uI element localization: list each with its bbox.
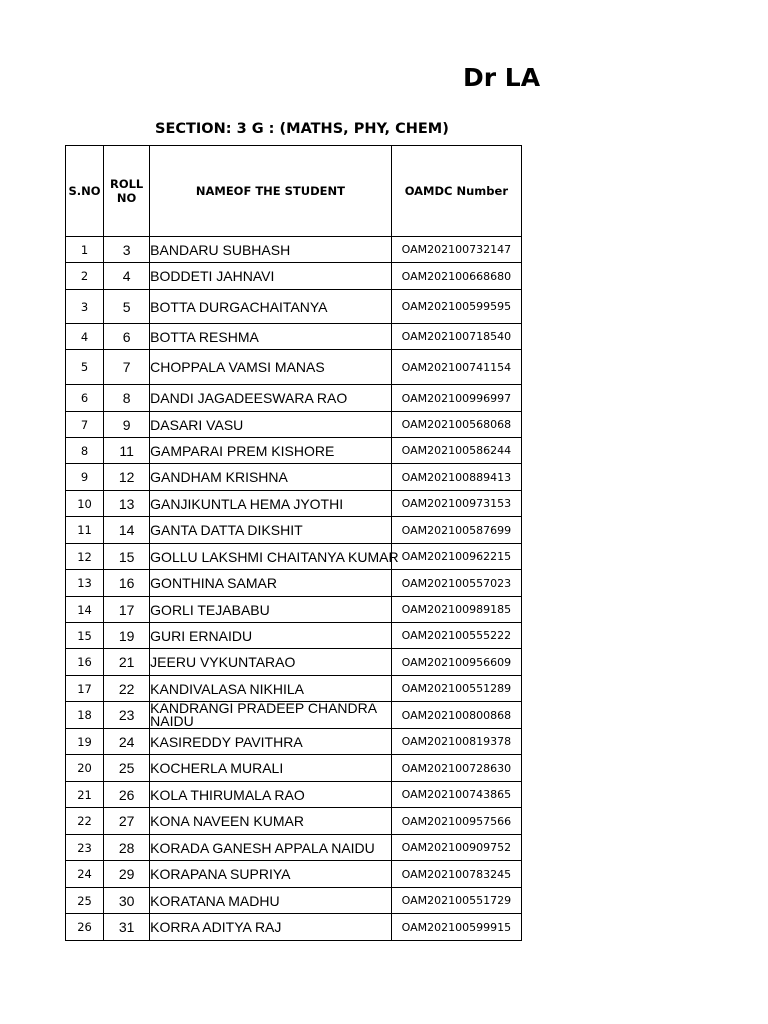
- cell-student-name: KANDIVALASA NIKHILA: [150, 676, 392, 702]
- cell-student-name: BODDETI JAHNAVI: [150, 263, 392, 290]
- cell-roll: 11: [104, 438, 150, 464]
- table-row: [66, 517, 522, 544]
- cell-student-name: KOLA THIRUMALA RAO: [150, 782, 392, 808]
- cell-roll: 25: [104, 755, 150, 782]
- cell-student-name: KORAPANA SUPRIYA: [150, 861, 392, 888]
- cell-oamdc-number: OAM202100909752: [391, 835, 521, 861]
- cell-roll: 22: [104, 676, 150, 702]
- cell-student-name: GANJIKUNTLA HEMA JYOTHI: [150, 491, 392, 517]
- cell-roll: 3: [104, 237, 150, 263]
- cell-oamdc-number: OAM202100732147: [391, 237, 521, 263]
- cell-student-name: GOLLU LAKSHMI CHAITANYA KUMAR: [150, 544, 392, 570]
- cell-roll: 9: [104, 412, 150, 438]
- cell-sno: 6: [66, 385, 104, 412]
- column-header-sno: S.NO: [66, 146, 104, 237]
- cell-oamdc-number: OAM202100586244: [391, 438, 521, 464]
- cell-sno: 16: [66, 649, 104, 676]
- cell-oamdc-number: OAM202100718540: [391, 324, 521, 350]
- table-row: [66, 676, 522, 702]
- cell-oamdc-number: OAM202100568068: [391, 412, 521, 438]
- cell-roll: 17: [104, 597, 150, 623]
- table-row: [66, 385, 522, 412]
- cell-roll: 31: [104, 914, 150, 941]
- table-row: [66, 290, 522, 324]
- cell-oamdc-number: OAM202100728630: [391, 755, 521, 782]
- table-row: [66, 782, 522, 808]
- cell-roll: 14: [104, 517, 150, 544]
- cell-sno: 17: [66, 676, 104, 702]
- cell-oamdc-number: OAM202100957566: [391, 808, 521, 835]
- cell-roll: 27: [104, 808, 150, 835]
- cell-roll: 26: [104, 782, 150, 808]
- cell-roll: 28: [104, 835, 150, 861]
- cell-oamdc-number: OAM202100962215: [391, 544, 521, 570]
- cell-sno: 10: [66, 491, 104, 517]
- cell-sno: 5: [66, 350, 104, 385]
- cell-oamdc-number: OAM202100555222: [391, 623, 521, 649]
- cell-oamdc-number: OAM202100599915: [391, 914, 521, 941]
- table-row: [66, 324, 522, 350]
- cell-student-name: CHOPPALA VAMSI MANAS: [150, 350, 392, 385]
- column-header-roll-text: ROLL NO: [109, 177, 144, 205]
- table-row: [66, 808, 522, 835]
- cell-oamdc-number: OAM202100741154: [391, 350, 521, 385]
- cell-roll: 24: [104, 729, 150, 755]
- cell-sno: 26: [66, 914, 104, 941]
- table-row: [66, 597, 522, 623]
- cell-sno: 19: [66, 729, 104, 755]
- cell-sno: 12: [66, 544, 104, 570]
- cell-roll: 30: [104, 888, 150, 914]
- cell-student-name: KONA NAVEEN KUMAR: [150, 808, 392, 835]
- student-table: [65, 145, 522, 941]
- table-row: [66, 544, 522, 570]
- table-row: [66, 464, 522, 491]
- cell-roll: 4: [104, 263, 150, 290]
- cell-student-name: JEERU VYKUNTARAO: [150, 649, 392, 676]
- table-row: [66, 263, 522, 290]
- cell-oamdc-number: OAM202100668680: [391, 263, 521, 290]
- cell-roll: 12: [104, 464, 150, 491]
- cell-oamdc-number: OAM202100989185: [391, 597, 521, 623]
- cell-student-name: KORATANA MADHU: [150, 888, 392, 914]
- cell-roll: 6: [104, 324, 150, 350]
- cell-sno: 7: [66, 412, 104, 438]
- cell-roll: 23: [104, 702, 150, 729]
- cell-student-name: GAMPARAI PREM KISHORE: [150, 438, 392, 464]
- table-row: [66, 729, 522, 755]
- cell-sno: 24: [66, 861, 104, 888]
- cell-student-name: GORLI TEJABABU: [150, 597, 392, 623]
- cell-student-name: DASARI VASU: [150, 412, 392, 438]
- cell-student-name: BOTTA RESHMA: [150, 324, 392, 350]
- column-header-oamdc: OAMDC Number: [391, 146, 521, 237]
- cell-oamdc-number: OAM202100551289: [391, 676, 521, 702]
- cell-sno: 8: [66, 438, 104, 464]
- cell-oamdc-number: OAM202100783245: [391, 861, 521, 888]
- table-row: [66, 623, 522, 649]
- cell-student-name: BANDARU SUBHASH: [150, 237, 392, 263]
- cell-oamdc-number: OAM202100889413: [391, 464, 521, 491]
- cell-roll: 21: [104, 649, 150, 676]
- cell-sno: 25: [66, 888, 104, 914]
- cell-student-name: KORRA ADITYA RAJ: [150, 914, 392, 941]
- table-row: [66, 888, 522, 914]
- cell-student-name: GURI ERNAIDU: [150, 623, 392, 649]
- table-row: [66, 702, 522, 729]
- cell-sno: 9: [66, 464, 104, 491]
- table-row: [66, 649, 522, 676]
- cell-oamdc-number: OAM202100973153: [391, 491, 521, 517]
- table-row: [66, 237, 522, 263]
- table-row: [66, 412, 522, 438]
- cell-student-name: KASIREDDY PAVITHRA: [150, 729, 392, 755]
- table-row: [66, 350, 522, 385]
- cell-roll: 5: [104, 290, 150, 324]
- cell-oamdc-number: OAM202100800868: [391, 702, 521, 729]
- column-header-roll: [104, 146, 150, 237]
- cell-sno: 14: [66, 597, 104, 623]
- cell-sno: 11: [66, 517, 104, 544]
- cell-sno: 18: [66, 702, 104, 729]
- cell-sno: 13: [66, 570, 104, 597]
- cell-student-name: GONTHINA SAMAR: [150, 570, 392, 597]
- cell-roll: 13: [104, 491, 150, 517]
- cell-roll: 19: [104, 623, 150, 649]
- cell-sno: 21: [66, 782, 104, 808]
- cell-oamdc-number: OAM202100557023: [391, 570, 521, 597]
- cell-oamdc-number: OAM202100819378: [391, 729, 521, 755]
- cell-sno: 4: [66, 324, 104, 350]
- table-row: [66, 570, 522, 597]
- cell-oamdc-number: OAM202100599595: [391, 290, 521, 324]
- cell-student-name: KORADA GANESH APPALA NAIDU: [150, 835, 392, 861]
- cell-sno: 1: [66, 237, 104, 263]
- cell-student-name: GANDHAM KRISHNA: [150, 464, 392, 491]
- page-title: Dr LA: [463, 63, 541, 92]
- table-row: [66, 491, 522, 517]
- cell-roll: 29: [104, 861, 150, 888]
- cell-sno: 3: [66, 290, 104, 324]
- cell-roll: 7: [104, 350, 150, 385]
- cell-roll: 15: [104, 544, 150, 570]
- table-row: [66, 835, 522, 861]
- cell-oamdc-number: OAM202100587699: [391, 517, 521, 544]
- cell-student-name: GANTA DATTA DIKSHIT: [150, 517, 392, 544]
- cell-roll: 16: [104, 570, 150, 597]
- cell-oamdc-number: OAM202100956609: [391, 649, 521, 676]
- column-header-name: NAMEOF THE STUDENT: [150, 146, 392, 237]
- cell-oamdc-number: OAM202100996997: [391, 385, 521, 412]
- table-row: [66, 755, 522, 782]
- cell-student-name: DANDI JAGADEESWARA RAO: [150, 385, 392, 412]
- cell-oamdc-number: OAM202100743865: [391, 782, 521, 808]
- cell-student-name: BOTTA DURGACHAITANYA: [150, 290, 392, 324]
- cell-sno: 20: [66, 755, 104, 782]
- cell-oamdc-number: OAM202100551729: [391, 888, 521, 914]
- cell-sno: 2: [66, 263, 104, 290]
- table-header-row: [66, 146, 522, 237]
- section-heading: SECTION: 3 G : (MATHS, PHY, CHEM): [155, 121, 449, 137]
- cell-student-name: KOCHERLA MURALI: [150, 755, 392, 782]
- cell-sno: 22: [66, 808, 104, 835]
- table-row: [66, 914, 522, 941]
- cell-sno: 23: [66, 835, 104, 861]
- cell-student-name: KANDRANGI PRADEEP CHANDRA NAIDU: [150, 702, 392, 729]
- table-body: [66, 237, 522, 941]
- table-row: [66, 438, 522, 464]
- cell-roll: 8: [104, 385, 150, 412]
- cell-sno: 15: [66, 623, 104, 649]
- table-row: [66, 861, 522, 888]
